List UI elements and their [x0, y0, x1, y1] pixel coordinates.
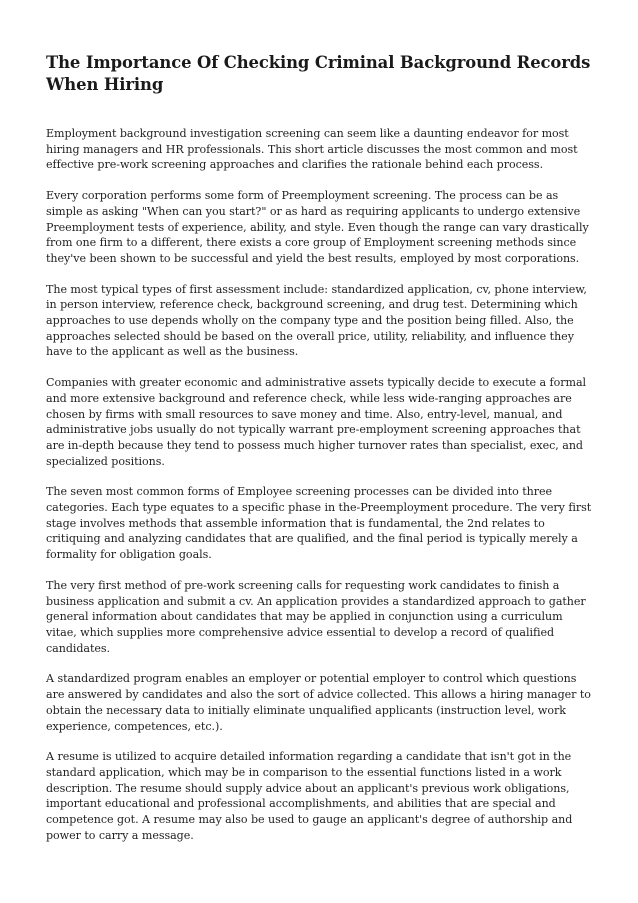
paragraph: A standardized program enables an employer or potential employer to control which questions are answered by candidates and also the sort of advice collected. This allows a hiring manager to obtain the necessary data to initially eliminate unqualified applicants (instruction level, work experience, competences, etc.).: [46, 672, 591, 733]
paragraph: The most typical types of first assessment include: standardized application, cv, phone interview, in person interview, reference check, background screening, and drug test. Determining which approaches to use depends wholly on the company type and the position being filled. Also, the approaches selected should be based on the overall price, utility, reliability, and influence they have to the applicant as well as the business.: [46, 282, 587, 359]
paragraph: A resume is utilized to acquire detailed information regarding a candidate that isn't got in the standard application, which may be in comparison to the essential functions listed in a work description. The resume should supply advice about an applicant's previous work obligations, important educational and professional accomplishments, and abilities that are special and competence got. A resume may also be used to gauge an applicant's degree of authorship and power to carry a message.: [46, 750, 573, 842]
page-title: The Importance Of Checking Criminal Background Records When Hiring: [46, 53, 591, 94]
document-page: [46, 52, 594, 858]
paragraph: Every corporation performs some form of Preemployment screening. The process can be as simple as asking "When can you start?" or as hard as requiring applicants to undergo extensive Preemployment tests of experience, ability, and style. Even though the range can vary drastically from one firm to a different, there exists a core group of Employment screening methods since they've been shown to be successful and yield the best results, employed by most corporations.: [46, 189, 589, 265]
paragraph: The seven most common forms of Employee screening processes can be divided into three categories. Each type equates to a specific phase in the-Preemployment procedure. The very first stage involves methods that assemble information that is fundamental, the 2nd relates to critiquing and analyzing candidates that are qualified, and the final period is typically merely a formality for obligation goals.: [46, 485, 592, 562]
paragraph: Employment background investigation screening can seem like a daunting endeavor for most hiring managers and HR professionals. This short article discusses the most common and most effective pre-work screening approaches and clarifies the rationale behind each process.: [46, 127, 578, 172]
paragraph: Companies with greater economic and administrative assets typically decide to execute a formal and more extensive background and reference check, while less wide-ranging approaches are chosen by firms with small resources to save money and time. Also, entry-level, manual, and administrative jobs usually do not typically warrant pre-employment screening approaches that are in-depth because they tend to possess much higher turnover rates than specialist, exec, and specialized positions.: [46, 376, 586, 468]
paragraph: The very first method of pre-work screening calls for requesting work candidates to finish a business application and submit a cv. An application provides a standardized approach to gather general information about candidates that may be applied in conjunction using a curriculum vitae, which supplies more comprehensive advice essential to develop a record of qualified candidates.: [46, 578, 586, 655]
